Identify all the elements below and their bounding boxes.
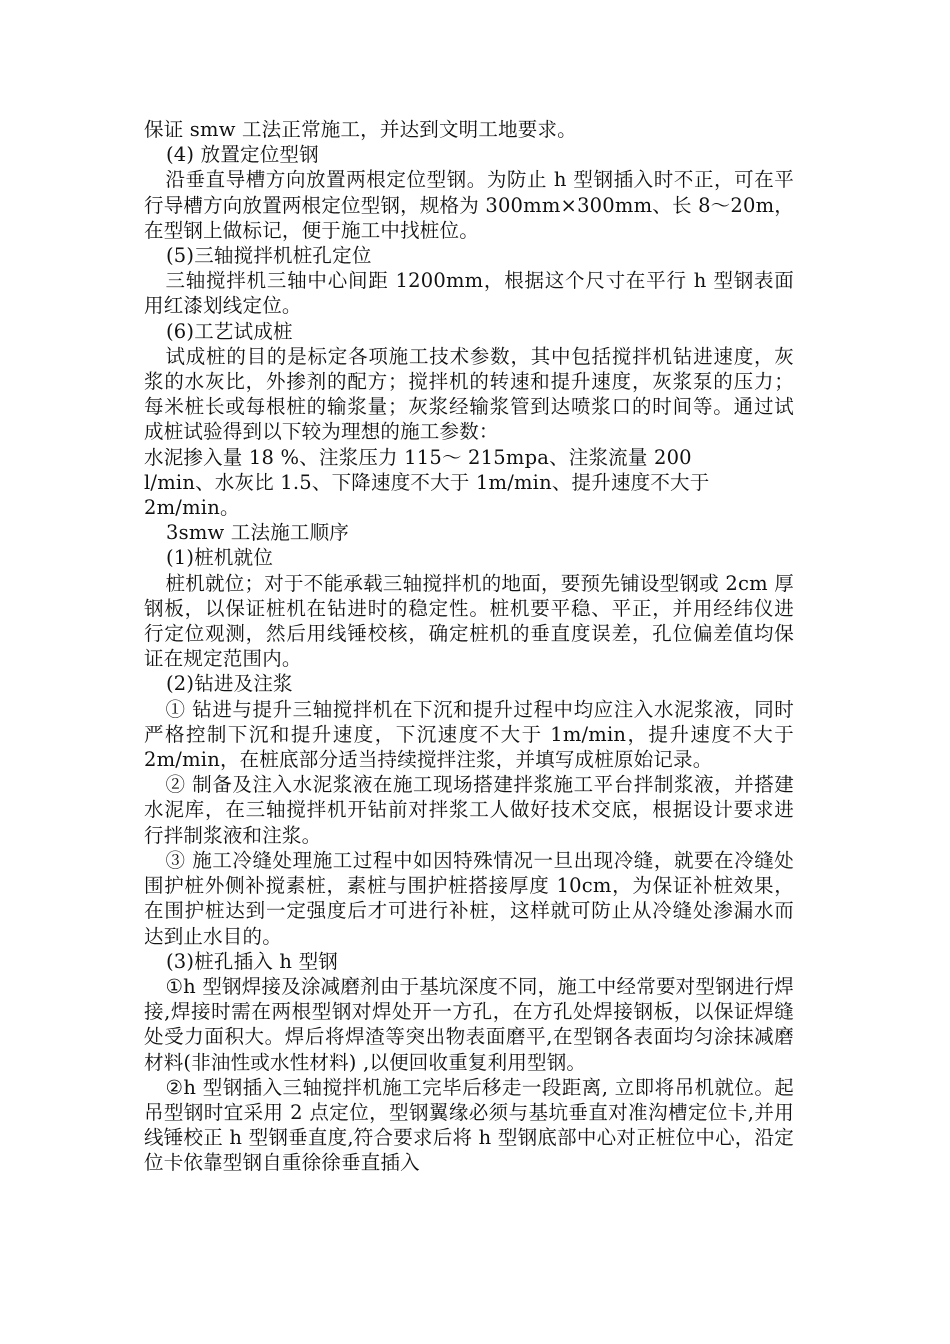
chapter-heading: 3smw 工法施工顺序 bbox=[166, 521, 349, 545]
document-body bbox=[144, 117, 794, 1176]
section-heading: (6)工艺试成桩 bbox=[166, 319, 293, 343]
text-line: l/min、水灰比 1.5、下降速度不大于 1m/min、提升速度不大于 bbox=[144, 470, 710, 494]
paragraph: ①h 型钢焊接及涂减磨剂由于基坑深度不同，施工中经常要对型钢进行焊接,焊接时需在两根型钢对焊处开一方孔，在方孔处焊接钢板，以保证焊缝处受力面积大。焊后将焊渣等突出物表面磨平,在型钢各表面均匀涂抹减磨材料(非油性或水性材料) ,以便回收重复利用型钢。 bbox=[144, 974, 794, 1074]
paragraph: ③ 施工冷缝处理施工过程中如因特殊情况一旦出现冷缝，就要在冷缝处围护桩外侧补搅素桩，素桩与围护桩搭接厚度 10cm，为保证补桩效果，在围护桩达到一定强度后才可进行补桩，这样就可防止从冷缝处渗漏水而达到止水目的。 bbox=[144, 848, 794, 948]
text-line: 水泥掺入量 18 %、注浆压力 115～ 215mpa、注浆流量 200 bbox=[144, 445, 692, 469]
paragraph: ① 钻进与提升三轴搅拌机在下沉和提升过程中均应注入水泥浆液，同时严格控制下沉和提升速度，下沉速度不大于 1m/min，提升速度不大于 2m/min，在桩底部分适当持续搅拌注浆，并填写成桩原始记录。 bbox=[144, 697, 794, 772]
paragraph: ② 制备及注入水泥浆液在施工现场搭建拌浆施工平台拌制浆液，并搭建水泥库，在三轴搅拌机开钻前对拌浆工人做好技术交底，根据设计要求进行拌制浆液和注浆。 bbox=[144, 773, 794, 847]
paragraph: 桩机就位；对于不能承载三轴搅拌机的地面，要预先铺设型钢或 2cm 厚钢板，以保证桩机在钻进时的稳定性。桩机要平稳、平正，并用经纬仪进行定位观测，然后用线锤校核，确定桩机的垂直度误差，孔位偏差值均保证在规定范围内。 bbox=[144, 571, 794, 671]
section-heading: (3)桩孔插入 h 型钢 bbox=[166, 949, 338, 973]
paragraph: 沿垂直导槽方向放置两根定位型钢。为防止 h 型钢插入时不正，可在平行导槽方向放置两根定位型钢，规格为 300mm×300mm、长 8～20m，在型钢上做标记，便于施工中找桩位。 bbox=[144, 168, 794, 242]
section-heading: (1)桩机就位 bbox=[166, 546, 274, 570]
text-line: 2m/min。 bbox=[144, 496, 240, 520]
paragraph-parameters bbox=[144, 445, 794, 521]
paragraph: 试成桩的目的是标定各项施工技术参数，其中包括搅拌机钻进速度，灰浆的水灰比，外掺剂的配方；搅拌机的转速和提升速度，灰浆泵的压力；每米桩长或每根桩的输浆量；灰浆经输浆管到达喷浆口的时间等。通过试成桩试验得到以下较为理想的施工参数： bbox=[144, 344, 794, 444]
section-heading: (4) 放置定位型钢 bbox=[166, 143, 319, 167]
section-heading: (2)钻进及注浆 bbox=[166, 672, 293, 696]
paragraph: ②h 型钢插入三轴搅拌机施工完毕后移走一段距离, 立即将吊机就位。起吊型钢时宜采用 2 点定位，型钢翼缘必须与基坑垂直对准沟槽定位卡,并用线锤校正 h 型钢垂直度,符合要求后将 h 型钢底部中心对正桩位中心，沿定位卡依靠型钢自重徐徐垂直插入 bbox=[144, 1075, 794, 1175]
section-heading: (5)三轴搅拌机桩孔定位 bbox=[166, 244, 372, 268]
paragraph: 保证 smw 工法正常施工，并达到文明工地要求。 bbox=[144, 118, 577, 141]
paragraph: 三轴搅拌机三轴中心间距 1200mm，根据这个尺寸在平行 h 型钢表面用红漆划线定位。 bbox=[144, 269, 794, 318]
